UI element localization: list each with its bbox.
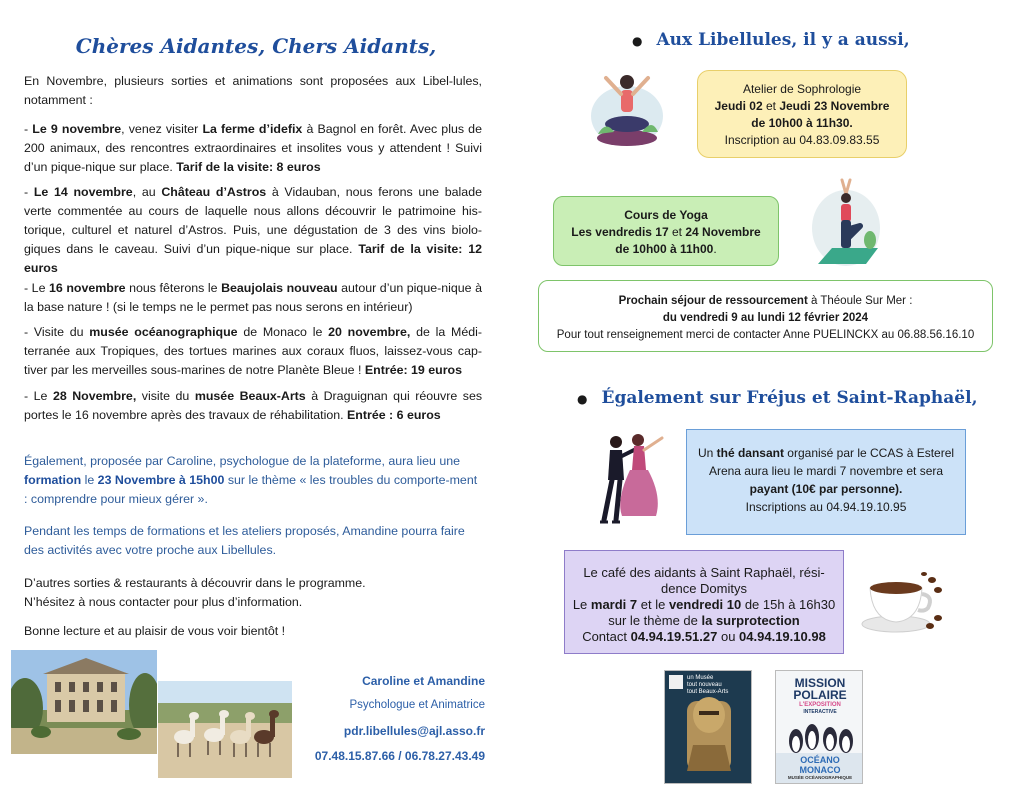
yoga-time: de 10h00 à 11h00. [615, 242, 717, 256]
outing-item-beaux-arts: - Le 28 Novembre, visite du musée Beaux-Arts à Draguignan qui réouvre ses portes le 16 novembre après des travaux de réhabilitation. Entrée : 6 euros [24, 389, 483, 422]
bullet-icon: ● [577, 391, 588, 406]
the-dansant-box [686, 429, 966, 535]
poster2-line7: MUSÉE OCÉANOGRAPHIQUE [787, 775, 853, 780]
contact-invite-line: N’hésitez à nous contacter pour plus d’information. [24, 595, 303, 609]
poster2-line2: POLAIRE [793, 688, 847, 702]
the-dansant-inscription: Inscriptions au 04.94.19.10.95 [745, 500, 907, 514]
amandine-paragraph: Pendant les temps de formations et les ateliers proposés, Amandine pourra faire des activités avec votre proche aux Libellules. [24, 524, 465, 557]
dancing-couple-illustration-icon [586, 430, 674, 530]
the-dansant-text: Un thé dansant organisé par le CCAS à Esterel Arena aura lieu le mardi 7 novembre et sera payant (10€ par personne). [697, 446, 955, 496]
poster1-line1: un Musée [687, 675, 714, 681]
poster2-line1: MISSION [794, 676, 846, 690]
sejour-dates: du vendredi 9 au lundi 12 février 2024 [662, 312, 869, 324]
meditation-illustration-icon [588, 68, 666, 154]
formation-paragraph: Également, proposée par Caroline, psychologue de la plateforme, aura lieu une formation le 23 Novembre à 15h00 sur le thème « les troubles du comporte-ment : comprendre pour mieux gérer ». [24, 454, 478, 506]
sophro-inscription: Inscription au 04.83.09.83.55 [724, 133, 880, 147]
chateau-photo [11, 650, 157, 754]
signature-email[interactable]: pdr.libellules@ajl.asso.fr [343, 724, 485, 738]
cafe-title: Le café des aidants à Saint Raphaël, rési-dence Domitys [583, 565, 825, 596]
sejour-box [538, 280, 993, 352]
yoga-pose-illustration-icon [806, 176, 886, 270]
poster1-line3: tout Beaux-Arts [687, 689, 729, 695]
section-frejus-title: ● Également sur Fréjus et Saint-Raphaël, [577, 388, 978, 408]
sejour-contact: Pour tout renseignement merci de contacter Anne PUELINCKX au 06.88.56.16.10 [556, 329, 975, 341]
cafe-aidants-box [564, 550, 844, 654]
bullet-icon: ● [632, 33, 643, 48]
signature-names: Caroline et Amandine [362, 674, 485, 688]
signature-phones: 07.48.15.87.66 / 06.78.27.43.49 [314, 749, 485, 763]
yoga-dates: Les vendredis 17 et 24 Novembre [571, 225, 761, 239]
sophro-time: de 10h00 à 11h30. [751, 116, 853, 130]
poster2-line5: OCÉANO [800, 755, 840, 765]
intro-paragraph: En Novembre, plusieurs sorties et animations sont proposées aux Libel-lules, notamment : [24, 74, 482, 107]
cafe-dates: Le mardi 7 et le vendredi 10 de 15h à 16h30 sur le thème de la surprotection [572, 597, 836, 628]
section-libellules-title: ● Aux Libellules, il y a aussi, [632, 30, 910, 50]
outing-item-oceanographique: - Visite du musée océanographique de Monaco le 20 novembre, de la Médi-terranée aux Tropiques, des tortues marines aux coraux fluos, laissez-vous cap-tiver par les merveilles sous-marines de notre Planète Bleue ! Entrée: 19 euros [24, 325, 482, 377]
beaux-arts-poster [664, 670, 752, 784]
closing-line: Bonne lecture et au plaisir de vous voir bientôt ! [24, 624, 286, 638]
mission-polaire-poster [775, 670, 863, 784]
signature-roles: Psychologue et Animatrice [349, 699, 485, 711]
poster2-line3: L'EXPOSITION [799, 702, 841, 708]
poster1-line2: tout nouveau [687, 682, 722, 688]
coffee-cup-illustration-icon [858, 566, 944, 636]
outing-item-astros: - Le 14 novembre, au Château d’Astros à Vidauban, nous ferons une balade verte commentée au cours de laquelle nous allons découvrir le patrimoine his-torique, culturel et naturel d’Astros. Puis, une dégustation de 3 des vins biolo-giques dans le caveau. Suivi d’un pique-nique sur place. Tarif de la visite: 12 euros [24, 185, 482, 275]
outing-item-ferme: - Le 9 novembre, venez visiter La ferme d’idefix à Bagnol en forêt. Avec plus de 200 animaux, des rencontres extraordinaires et insolites vous y attendent ! Suivi d’un pique-nique sur place. Tarif de la visite: 8 euros [24, 122, 482, 174]
sophrologie-box [697, 70, 907, 158]
yoga-title: Cours de Yoga [624, 208, 708, 222]
sophro-dates: Jeudi 02 et Jeudi 23 Novembre [714, 99, 890, 113]
greeting-title: Chères Aidantes, Chers Aidants, [75, 34, 437, 58]
outing-item-beaujolais: - Le 16 novembre nous fêterons le Beaujolais nouveau autour d’un pique-nique à la base nature ! (si le temps ne le permet pas nous serons en intérieur) [24, 281, 482, 314]
poster2-line6: MONACO [799, 765, 841, 775]
other-outings-line: D’autres sorties & restaurants à découvrir dans le programme. [24, 576, 366, 590]
yoga-box [553, 196, 779, 266]
sejour-title: Prochain séjour de ressourcement à Théoule Sur Mer : [618, 295, 913, 307]
cafe-contact: Contact 04.94.19.51.27 ou 04.94.19.10.98 [582, 629, 826, 644]
sophro-title: Atelier de Sophrologie [742, 82, 862, 96]
poster2-line4: INTERACTIVE [803, 709, 837, 715]
